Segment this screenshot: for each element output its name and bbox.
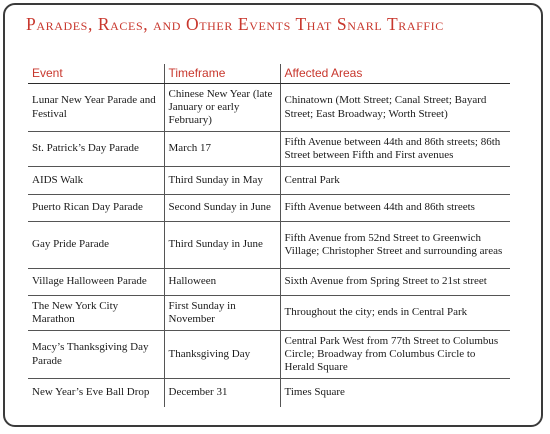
table-row — [28, 331, 510, 379]
header-affected-areas: Affected Areas — [280, 64, 510, 84]
areas-cell: Sixth Avenue from Spring Street to 21st street — [280, 269, 510, 296]
timeframe-cell: First Sunday in November — [164, 296, 280, 331]
timeframe-cell: March 17 — [164, 132, 280, 167]
table-row — [28, 296, 510, 331]
event-cell: Macy’s Thanksgiving Day Parade — [28, 331, 164, 379]
timeframe-cell: Third Sunday in June — [164, 222, 280, 269]
table-row — [28, 84, 510, 132]
timeframe-cell: Halloween — [164, 269, 280, 296]
event-cell: Village Halloween Parade — [28, 269, 164, 296]
areas-cell: Fifth Avenue between 44th and 86th streets — [280, 195, 510, 222]
timeframe-cell: Thanksgiving Day — [164, 331, 280, 379]
areas-cell: Throughout the city; ends in Central Park — [280, 296, 510, 331]
table-title: Parades, Races, and Other Events That Snarl Traffic — [26, 14, 444, 34]
table-row — [28, 379, 510, 408]
table-row — [28, 269, 510, 296]
areas-cell: Central Park West from 77th Street to Columbus Circle; Broadway from Columbus Circle to Herald Square — [280, 331, 510, 379]
table-row — [28, 222, 510, 269]
event-cell: Puerto Rican Day Parade — [28, 195, 164, 222]
timeframe-cell: Second Sunday in June — [164, 195, 280, 222]
timeframe-cell: December 31 — [164, 379, 280, 408]
areas-cell: Chinatown (Mott Street; Canal Street; Bayard Street; East Broadway; Worth Street) — [280, 84, 510, 132]
table-row — [28, 132, 510, 167]
event-cell: Lunar New Year Parade and Festival — [28, 84, 164, 132]
header-timeframe: Timeframe — [164, 64, 280, 84]
table-row — [28, 195, 510, 222]
areas-cell: Fifth Avenue between 44th and 86th streets; 86th Street between Fifth and First avenues — [280, 132, 510, 167]
areas-cell: Central Park — [280, 167, 510, 195]
event-cell: New Year’s Eve Ball Drop — [32, 386, 150, 399]
areas-cell: Fifth Avenue from 52nd Street to Greenwich Village; Christopher Street and surrounding areas — [280, 222, 510, 269]
table-row — [28, 167, 510, 195]
areas-cell: Times Square — [280, 379, 510, 408]
header-event: Event — [28, 64, 164, 84]
header-row — [28, 64, 510, 84]
event-cell: St. Patrick’s Day Parade — [28, 132, 164, 167]
event-cell: The New York City Marathon — [28, 296, 164, 331]
timeframe-cell: Third Sunday in May — [164, 167, 280, 195]
timeframe-cell: Chinese New Year (late January or early February) — [164, 84, 280, 132]
events-table — [28, 64, 510, 407]
event-cell: Gay Pride Parade — [28, 222, 164, 269]
event-cell: AIDS Walk — [28, 167, 164, 195]
